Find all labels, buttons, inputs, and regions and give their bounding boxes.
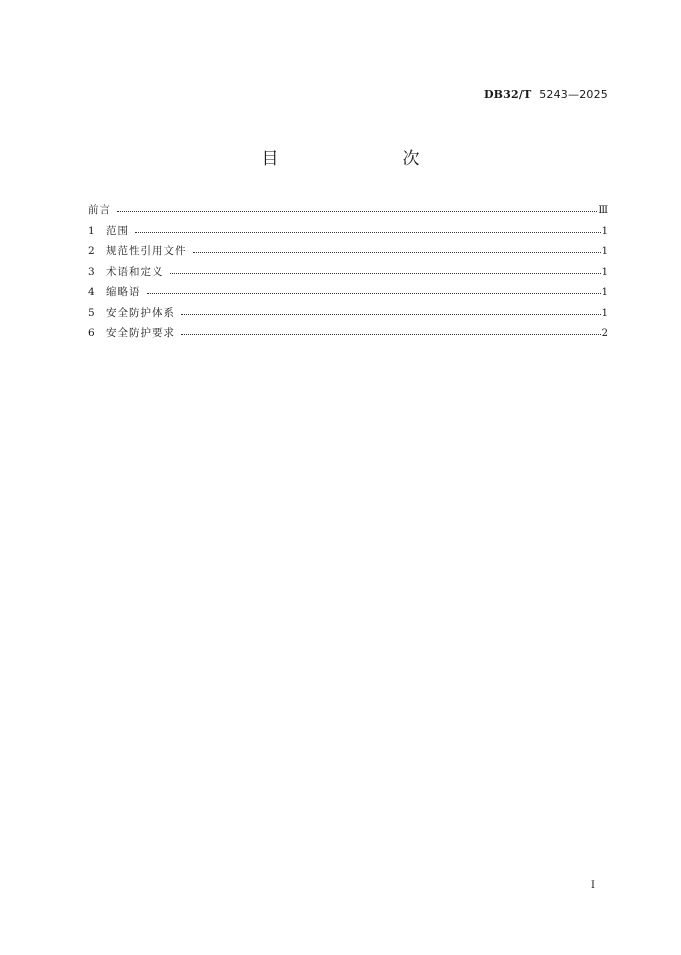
toc-leader-dots: [135, 232, 601, 233]
toc-entry-label: 安全防护要求: [106, 327, 175, 339]
toc-entry-abbreviations[interactable]: [88, 282, 608, 303]
toc-entry-label: 范围: [106, 224, 129, 237]
toc-entry-number: 5: [88, 306, 95, 319]
toc-entry-page: 1: [601, 225, 608, 237]
toc-entry-page: 1: [601, 307, 608, 319]
toc-entry-number: 6: [88, 327, 95, 339]
toc-entry-security-system[interactable]: [88, 303, 608, 324]
toc-entry-security-requirements[interactable]: [88, 323, 608, 344]
toc-title: 目 次: [261, 149, 450, 169]
toc-entry-number: 2: [88, 245, 95, 257]
toc-entry-page: 1: [601, 287, 608, 298]
toc-entry-number: 4: [88, 286, 95, 298]
toc-leader-dots: [147, 293, 601, 294]
table-of-contents: [88, 200, 608, 344]
toc-leader-dots: [170, 273, 601, 274]
toc-entry-page: Ⅲ: [598, 205, 608, 216]
toc-entry-label: 安全防护体系: [106, 306, 175, 319]
toc-leader-dots: [193, 252, 601, 253]
toc-entry-page: 1: [601, 246, 608, 257]
toc-entry-page: 1: [601, 266, 608, 278]
toc-leader-dots: [117, 211, 597, 212]
toc-leader-dots: [181, 314, 601, 315]
toc-entry-scope[interactable]: [88, 221, 608, 242]
page-number: Ⅰ: [591, 880, 595, 891]
toc-entry-normative-references[interactable]: [88, 241, 608, 262]
toc-entry-number: 3: [88, 265, 95, 278]
toc-entry-terms-definitions[interactable]: [88, 262, 608, 283]
toc-entry-label: 规范性引用文件: [106, 245, 187, 257]
standard-number: 5243—2025: [539, 88, 608, 101]
toc-entry-page: 2: [601, 328, 608, 339]
standard-prefix: DB32/T: [483, 88, 532, 101]
toc-entry-label: 术语和定义: [106, 265, 164, 278]
toc-entry-label: 前言: [88, 204, 111, 216]
toc-leader-dots: [181, 334, 601, 335]
toc-entry-foreword[interactable]: [88, 200, 608, 221]
standard-code: [484, 88, 608, 101]
toc-entry-number: 1: [88, 224, 95, 237]
toc-entry-label: 缩略语: [106, 286, 141, 298]
